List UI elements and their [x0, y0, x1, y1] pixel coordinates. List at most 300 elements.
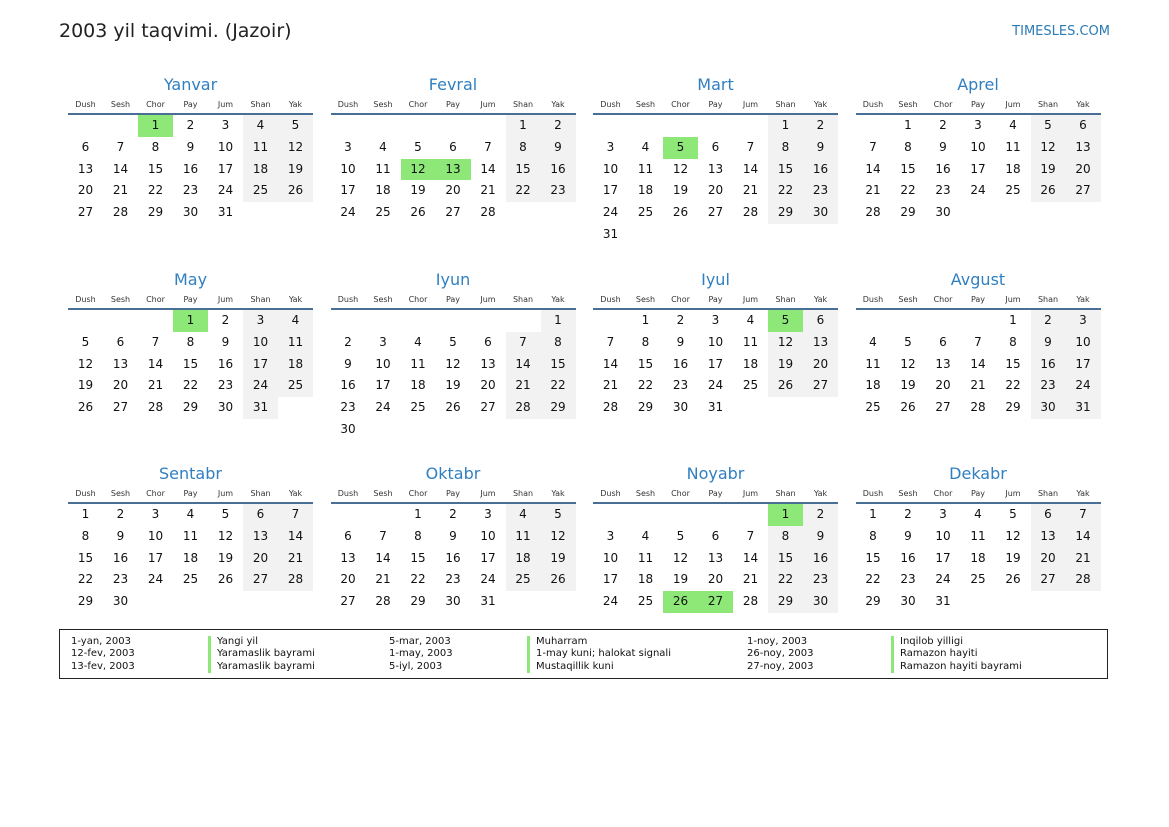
day-cell: 26 — [217, 572, 234, 587]
empty-cell — [541, 591, 576, 613]
day-cell: 15 — [1005, 356, 1021, 371]
week-row — [593, 202, 838, 224]
day-cell: 3 — [243, 310, 278, 332]
day-cell: 21 — [602, 378, 619, 393]
weekday-label: Chor — [146, 100, 165, 109]
empty-cell — [436, 419, 471, 441]
day-cell: 15 — [637, 356, 654, 371]
day-cell: 9 — [221, 334, 230, 349]
weekday-label: Jum — [480, 295, 496, 304]
day-cell: 29 — [768, 202, 803, 224]
day-cell: 15 — [147, 161, 164, 176]
day-cell: 19 — [1031, 159, 1066, 181]
week-row — [593, 137, 838, 159]
week-row — [331, 159, 576, 181]
day-cell: 26 — [672, 205, 689, 219]
day-cell: 27 — [112, 400, 129, 414]
day-cell: 11 — [637, 161, 654, 176]
weekday-header — [68, 488, 313, 504]
week-row — [331, 375, 576, 397]
weekday-label: Chor — [146, 295, 165, 304]
weekday-label: Yak — [288, 295, 303, 304]
weekday-label: Shan — [250, 489, 271, 498]
empty-cell — [803, 397, 838, 419]
empty-cell — [733, 224, 768, 246]
day-cell: 13 — [935, 356, 951, 371]
weekday-header — [331, 488, 576, 504]
day-cell: 27 — [1066, 180, 1101, 202]
week-row — [856, 180, 1101, 202]
weekday-label: Pay — [708, 489, 723, 498]
day-cell: 11 — [243, 137, 278, 159]
day-cell: 7 — [1066, 504, 1101, 526]
day-cell: 17 — [1066, 354, 1101, 376]
day-cell: 8 — [768, 526, 803, 548]
day-cell: 19 — [278, 159, 313, 181]
day-cell: 21 — [480, 183, 496, 198]
day-cell: 27 — [935, 400, 951, 414]
day-cell: 6 — [344, 528, 352, 543]
day-cell: 14 — [375, 550, 391, 565]
day-cell: 8 — [506, 137, 541, 159]
day-cell: 10 — [602, 161, 619, 176]
day-cell: 22 — [506, 180, 541, 202]
month-title: Dekabr — [949, 464, 1007, 483]
day-cell: 3 — [974, 118, 982, 132]
day-cell: 25 — [970, 572, 986, 587]
day-cell: 23 — [217, 378, 234, 393]
weekday-label: Shan — [775, 100, 796, 109]
day-cell: 20 — [1066, 159, 1101, 181]
weekday-label: Pay — [445, 489, 461, 498]
day-cell: 29 — [865, 594, 881, 608]
day-cell: 22 — [768, 180, 803, 202]
day-cell: 6 — [711, 139, 720, 154]
day-cell: 20 — [480, 378, 496, 393]
day-cell: 9 — [803, 526, 838, 548]
weekday-label: Shan — [775, 489, 796, 498]
day-cell: 20 — [243, 548, 278, 570]
day-cell: 16 — [803, 159, 838, 181]
weekday-label: Sesh — [635, 295, 656, 304]
day-cell: 21 — [742, 183, 759, 198]
day-cell: 14 — [602, 356, 619, 371]
weekday-label: Shan — [1037, 489, 1059, 498]
day-cell: 18 — [742, 356, 759, 371]
weekday-label: Shan — [1037, 100, 1059, 109]
day-cell: 27 — [77, 205, 94, 219]
empty-cell — [768, 224, 803, 246]
day-cell: 4 — [243, 115, 278, 137]
week-row — [331, 419, 576, 441]
day-cell: 16 — [803, 548, 838, 570]
day-cell: 6 — [803, 310, 838, 332]
day-cell: 31 — [243, 397, 278, 419]
empty-cell — [593, 115, 628, 137]
day-cell: 18 — [970, 550, 986, 565]
month-title: Oktabr — [425, 464, 481, 483]
day-cell: 29 — [410, 594, 426, 608]
month-title: Iyun — [435, 270, 471, 289]
weekday-label: Jum — [217, 489, 234, 498]
day-cell: 11 — [865, 356, 881, 371]
weekday-label: Yak — [1076, 489, 1090, 498]
weekday-label: Dush — [337, 100, 359, 109]
empty-cell — [856, 310, 891, 332]
weekday-label: Jum — [1005, 100, 1021, 109]
day-cell: 9 — [676, 334, 685, 349]
empty-cell — [436, 115, 471, 137]
day-cell: 22 — [768, 569, 803, 591]
day-cell: 16 — [541, 159, 576, 181]
week-row — [331, 397, 576, 419]
weekday-label: Jum — [217, 295, 234, 304]
day-cell: 20 — [112, 378, 129, 393]
week-row — [331, 180, 576, 202]
holiday-name: Ramazon hayiti — [891, 648, 1022, 660]
day-cell: 29 — [637, 400, 654, 414]
week-row — [68, 115, 313, 137]
holiday-name: Inqilob yilligi — [891, 636, 1022, 648]
holiday-date: 1-noy, 2003 — [747, 636, 808, 647]
month-title: Noyabr — [686, 464, 745, 483]
site-link[interactable]: TIMESLES.COM — [1012, 24, 1110, 39]
weekday-label: Pay — [445, 100, 461, 109]
empty-cell — [138, 310, 173, 332]
day-cell: 13 — [112, 356, 129, 371]
day-cell: 30 — [217, 400, 234, 414]
day-cell: 19 — [541, 548, 576, 570]
week-row — [593, 397, 838, 419]
day-cell: 13 — [707, 161, 724, 176]
holiday-date: 1-yan, 2003 — [71, 636, 131, 647]
empty-cell — [506, 202, 541, 224]
day-cell: 13 — [1066, 137, 1101, 159]
day-cell: 1 — [506, 115, 541, 137]
empty-cell — [331, 115, 366, 137]
weekday-label: Chor — [146, 489, 165, 498]
weekday-label: Chor — [933, 100, 953, 109]
week-row — [593, 115, 838, 137]
weekday-label: Chor — [671, 489, 690, 498]
day-cell: 11 — [1005, 139, 1021, 154]
weekday-label: Yak — [1076, 295, 1090, 304]
day-cell: 17 — [602, 183, 619, 198]
holiday-name: Yangi yil — [208, 636, 315, 648]
day-cell: 1 — [768, 504, 803, 526]
holiday-name: Ramazon hayiti bayrami — [891, 661, 1022, 673]
day-cell: 10 — [147, 528, 164, 543]
holiday-name: Yaramaslik bayrami — [208, 661, 315, 673]
day-cell: 7 — [746, 139, 755, 154]
weekday-label: Pay — [708, 295, 723, 304]
day-cell: 6 — [484, 334, 492, 349]
day-cell: 2 — [939, 118, 947, 132]
day-cell: 13 — [243, 526, 278, 548]
day-cell: 15 — [506, 159, 541, 181]
month-8 — [856, 269, 1101, 419]
day-cell: 25 — [243, 180, 278, 202]
weekday-label: Sesh — [898, 295, 918, 304]
day-cell: 7 — [116, 139, 125, 154]
day-cell: 29 — [541, 397, 576, 419]
day-cell: 10 — [707, 334, 724, 349]
day-cell: 31 — [217, 205, 234, 219]
day-cell: 28 — [1066, 569, 1101, 591]
day-cell: 18 — [278, 354, 313, 376]
day-cell: 16 — [217, 356, 234, 371]
day-cell: 25 — [865, 400, 881, 414]
day-cell: 7 — [506, 332, 541, 354]
day-cell: 21 — [375, 572, 391, 587]
empty-cell — [401, 115, 436, 137]
week-row — [856, 375, 1101, 397]
holiday-name: Mustaqillik kuni — [527, 661, 671, 673]
day-cell: 12 — [1031, 137, 1066, 159]
weekday-header — [593, 99, 838, 115]
day-cell: 2 — [803, 115, 838, 137]
day-cell: 1 — [869, 507, 877, 521]
day-cell: 14 — [480, 161, 496, 176]
month-title: Avgust — [950, 270, 1006, 289]
day-cell: 18 — [182, 550, 199, 565]
day-cell: 6 — [711, 528, 720, 543]
week-row — [68, 310, 313, 332]
day-cell: 28 — [375, 594, 391, 608]
week-row — [856, 115, 1101, 137]
weekday-label: Sesh — [898, 489, 918, 498]
weekday-label: Chor — [671, 100, 690, 109]
week-row — [593, 332, 838, 354]
weekday-label: Sesh — [635, 489, 656, 498]
page-title: 2003 yil taqvimi. (Jazoir) — [59, 20, 292, 42]
day-cell: 2 — [904, 507, 912, 521]
day-cell: 18 — [506, 548, 541, 570]
day-cell: 1 — [1009, 313, 1017, 327]
day-cell: 19 — [410, 183, 426, 198]
day-cell: 31 — [1066, 397, 1101, 419]
day-cell: 18 — [1005, 161, 1021, 176]
day-cell: 2 — [1031, 310, 1066, 332]
weekday-label: Yak — [288, 489, 303, 498]
day-cell: 15 — [865, 550, 881, 565]
weekday-label: Sesh — [373, 295, 393, 304]
day-cell: 6 — [449, 139, 457, 154]
day-cell: 18 — [243, 159, 278, 181]
day-cell: 30 — [900, 594, 916, 608]
weekday-label: Yak — [551, 295, 565, 304]
holiday-name: Yaramaslik bayrami — [208, 648, 315, 660]
week-row — [593, 180, 838, 202]
day-cell: 10 — [480, 528, 496, 543]
day-cell: 26 — [77, 400, 94, 414]
day-cell: 24 — [970, 183, 986, 198]
day-cell: 17 — [243, 354, 278, 376]
day-cell: 14 — [506, 354, 541, 376]
weekday-header — [68, 294, 313, 310]
month-6 — [331, 269, 576, 441]
weekday-label: Chor — [408, 100, 428, 109]
day-cell: 20 — [445, 183, 461, 198]
day-cell: 5 — [414, 139, 422, 154]
day-cell: 26 — [278, 180, 313, 202]
empty-cell — [436, 310, 471, 332]
day-cell: 22 — [182, 378, 199, 393]
day-cell: 25 — [637, 205, 654, 219]
day-cell: 23 — [340, 400, 356, 414]
day-cell: 22 — [637, 378, 654, 393]
day-cell: 30 — [803, 591, 838, 613]
day-cell: 26 — [1005, 572, 1021, 587]
day-cell: 26 — [768, 375, 803, 397]
day-cell: 20 — [707, 183, 724, 198]
empty-cell — [366, 419, 401, 441]
day-cell: 27 — [480, 400, 496, 414]
day-cell: 2 — [676, 313, 685, 327]
holiday-name-column — [891, 636, 1022, 673]
empty-cell — [663, 224, 698, 246]
day-cell: 26 — [1031, 180, 1066, 202]
day-cell: 9 — [803, 137, 838, 159]
day-cell: 24 — [602, 594, 619, 608]
day-cell: 5 — [221, 507, 230, 521]
day-cell: 4 — [1009, 118, 1017, 132]
holiday-name-column — [527, 636, 671, 673]
holiday-date-column — [389, 636, 453, 673]
day-cell: 11 — [182, 528, 199, 543]
weekday-header — [593, 294, 838, 310]
day-cell: 6 — [1066, 115, 1101, 137]
day-cell: 4 — [414, 334, 422, 349]
day-cell: 10 — [1066, 332, 1101, 354]
week-row — [68, 569, 313, 591]
empty-cell — [996, 202, 1031, 224]
day-cell: 24 — [340, 205, 356, 219]
day-cell: 19 — [1005, 550, 1021, 565]
empty-cell — [366, 115, 401, 137]
week-row — [68, 202, 313, 224]
day-cell: 23 — [1031, 375, 1066, 397]
holiday-name: 1-may kuni; halokat signali — [527, 648, 671, 660]
day-cell: 10 — [602, 550, 619, 565]
day-cell: 12 — [445, 356, 461, 371]
day-cell: 17 — [935, 550, 951, 565]
day-cell: 20 — [1031, 548, 1066, 570]
weekday-label: Dush — [75, 295, 96, 304]
day-cell: 6 — [116, 334, 125, 349]
empty-cell — [698, 224, 733, 246]
day-cell: 25 — [1005, 183, 1021, 198]
day-cell: 9 — [344, 356, 352, 371]
day-cell: 9 — [116, 528, 125, 543]
weekday-label: Yak — [813, 100, 828, 109]
day-cell: 4 — [278, 310, 313, 332]
day-cell: 7 — [869, 139, 877, 154]
holiday-date-column — [747, 636, 814, 673]
week-row — [856, 159, 1101, 181]
day-cell: 3 — [711, 313, 720, 327]
weekday-label: Pay — [183, 100, 198, 109]
week-row — [593, 375, 838, 397]
day-cell: 12 — [1005, 528, 1021, 543]
weekday-label: Pay — [183, 489, 198, 498]
weekday-header — [856, 488, 1101, 504]
day-cell: 5 — [1009, 507, 1017, 521]
weekday-label: Yak — [1076, 100, 1090, 109]
day-cell: 15 — [410, 550, 426, 565]
week-row — [68, 504, 313, 526]
empty-cell — [506, 419, 541, 441]
day-cell: 9 — [186, 139, 195, 154]
day-cell: 5 — [676, 528, 685, 543]
week-row — [856, 526, 1101, 548]
day-cell: 20 — [803, 354, 838, 376]
day-cell: 16 — [340, 378, 356, 393]
day-cell: 28 — [602, 400, 619, 414]
day-cell: 15 — [768, 159, 803, 181]
month-5 — [68, 269, 313, 419]
day-cell: 7 — [379, 528, 387, 543]
empty-cell — [278, 397, 313, 419]
weekday-label: Jum — [742, 295, 759, 304]
day-cell: 28 — [147, 400, 164, 414]
weekday-label: Dush — [600, 295, 621, 304]
day-cell: 1 — [904, 118, 912, 132]
empty-cell — [208, 591, 243, 613]
day-cell: 11 — [410, 356, 426, 371]
day-cell: 19 — [768, 354, 803, 376]
day-cell: 6 — [243, 504, 278, 526]
day-cell: 5 — [81, 334, 90, 349]
week-row — [856, 504, 1101, 526]
day-cell: 30 — [445, 594, 461, 608]
empty-cell — [628, 504, 663, 526]
day-cell: 29 — [1005, 400, 1021, 414]
day-cell: 11 — [970, 528, 986, 543]
day-cell: 4 — [974, 507, 982, 521]
day-cell: 30 — [182, 205, 199, 219]
day-cell: 1 — [541, 310, 576, 332]
empty-cell — [768, 397, 803, 419]
empty-cell — [401, 310, 436, 332]
day-cell: 25 — [278, 375, 313, 397]
day-cell: 29 — [147, 205, 164, 219]
day-cell: 21 — [865, 183, 881, 198]
weekday-label: Pay — [970, 489, 986, 498]
day-cell: 8 — [541, 332, 576, 354]
day-cell: 13 — [77, 161, 94, 176]
day-cell: 2 — [116, 507, 125, 521]
day-cell: 6 — [939, 334, 947, 349]
empty-cell — [243, 202, 278, 224]
weekday-label: Pay — [970, 295, 986, 304]
day-cell: 23 — [445, 572, 461, 587]
day-cell: 14 — [742, 550, 759, 565]
month-1 — [68, 74, 313, 224]
day-cell: 9 — [541, 137, 576, 159]
weekday-label: Chor — [933, 489, 953, 498]
day-cell: 25 — [742, 378, 759, 393]
day-cell: 17 — [217, 161, 234, 176]
week-row — [68, 375, 313, 397]
day-cell: 3 — [1066, 310, 1101, 332]
empty-cell — [663, 504, 698, 526]
day-cell: 26 — [663, 591, 698, 613]
day-cell: 18 — [375, 183, 391, 198]
week-row — [331, 548, 576, 570]
week-row — [593, 591, 838, 613]
day-cell: 27 — [1031, 569, 1066, 591]
